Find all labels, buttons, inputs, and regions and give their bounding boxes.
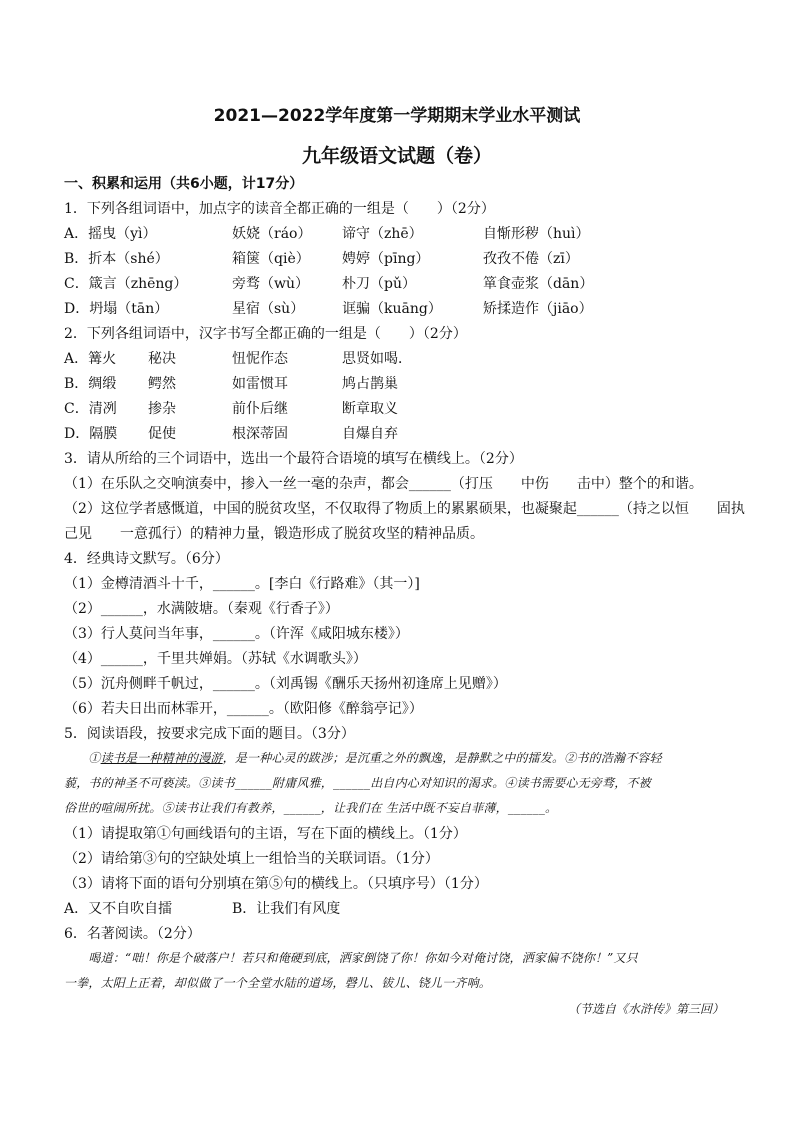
q5-subquestion: （3）请将下面的语句分别填在第⑤句的横线上。（只填序号）（1分） <box>64 876 488 892</box>
q5-subquestion: （1）请提取第①句画线语句的主语，写在下面的横线上。（1分） <box>64 826 467 842</box>
q2-option-c-3: 前仆后继 <box>232 401 288 417</box>
q5-passage-line: 藐，书的神圣不可亵渎。③读书______附庸风雅，______出自内心对知识的渴求。④读书需要心无旁骛，不被 <box>64 776 651 790</box>
q2-option-b-4: 鸠占鹊巢 <box>342 376 398 392</box>
q5-choice-a: A．又不自吹自擂 <box>64 901 173 917</box>
q3-stem: 3．请从所给的三个词语中，选出一个最符合语境的填写在横线上。（2分） <box>64 451 523 467</box>
q2-stem: 2．下列各组词语中，汉字书写全都正确的一组是（ ）（2分） <box>64 326 467 342</box>
q4-item: （2）______，水满陂塘。（秦观《行香子》） <box>64 601 339 617</box>
q4-item: （3）行人莫问当年事，______。（许浑《咸阳城东楼》） <box>64 626 409 642</box>
q5-passage-line: 俗世的喧闹所扰。⑤读书让我们有教养，______，让我们在 生活中既不妄自菲薄，______。 <box>64 801 558 815</box>
q6-passage-line: 喝道：“咄！你是个破落户！若只和俺硬到底，洒家倒饶了你！你如今对俺讨饶，洒家偏不饶你！”又只 <box>64 951 638 965</box>
q1-option-b-4: 孜孜不倦（zī） <box>483 251 579 267</box>
q1-option-a-3: 谛守（zhē） <box>342 226 423 242</box>
q1-option-c-2: 旁骛（wù） <box>232 276 309 292</box>
q3-line-2: （2）这位学者感慨道，中国的脱贫攻坚，不仅取得了物质上的累累硕果，也凝聚起______（持之以恒 固执 <box>64 501 745 517</box>
q1-option-d-2: 星宿（sù） <box>232 301 305 317</box>
q1-option-a-4: 自惭形秽（huì） <box>483 226 590 242</box>
q1-option-d-4: 矫揉造作（jiāo） <box>483 301 593 317</box>
q3-line-1: （1）在乐队之交响演奏中，掺入一丝一毫的杂声，都会______（打压 中伤 击中）整个的和谐。 <box>64 476 703 492</box>
q2-option-d-4: 自爆自弃 <box>342 426 398 442</box>
q5-passage-line <box>64 750 732 766</box>
q2-option-b-3: 如雷惯耳 <box>232 376 288 392</box>
q4-item: （5）沉舟侧畔千帆过，______。（刘禹锡《酬乐天扬州初逢席上见赠》） <box>64 676 507 692</box>
q2-option-d-1: D．隔膜 <box>64 426 118 442</box>
q1-option-d-3: 诓骗（kuāng） <box>342 301 442 317</box>
q4-item: （4）______，千里共婵娟。（苏轼《水调歌头》） <box>64 651 367 667</box>
q1-stem: 1．下列各组词语中，加点字的读音全都正确的一组是（ ）（2分） <box>64 201 495 217</box>
q6-passage-line: 一拳，太阳上正着，却似做了一个全堂水陆的道场，磬儿、钹儿、铙儿一齐响。 <box>64 976 492 990</box>
q1-option-c-3: 朴刀（pǔ） <box>342 276 416 292</box>
q1-option-c-4: 箪食壶浆（dān） <box>483 276 594 292</box>
q2-option-c-2: 掺杂 <box>148 401 176 417</box>
q2-option-b-2: 鳄然 <box>148 376 176 392</box>
q1-option-b-2: 箱箧（qiè） <box>232 251 310 267</box>
q4-stem: 4．经典诗文默写。（6分） <box>64 551 229 567</box>
q1-option-c-1: C．箴言（zhēng） <box>64 276 188 292</box>
q2-option-c-4: 断章取义 <box>342 401 398 417</box>
q1-option-a-1: A．摇曳（yì） <box>64 226 157 242</box>
q5-passage-prefix: ① <box>64 751 101 765</box>
q2-option-a-4: 思贤如喝． <box>342 351 412 367</box>
q1-option-b-1: B．折本（shé） <box>64 251 169 267</box>
exam-title: 2021—2022学年度第一学期期末学业水平测试 <box>213 106 581 126</box>
q5-stem: 5．阅读语段，按要求完成下面的题目。（3分） <box>64 726 355 742</box>
q2-option-a-3: 忸怩作态 <box>232 351 288 367</box>
q1-option-b-3: 娉婷（pīng） <box>342 251 430 267</box>
q6-stem: 6．名著阅读。（2分） <box>64 926 201 942</box>
q5-passage-rest: ，是一种心灵的跋涉；是沉重之外的飘逸，是静默之中的擂发。②书的浩瀚不容轻 <box>222 751 662 765</box>
q2-option-c-1: C．清冽 <box>64 401 117 417</box>
q6-source: （节选自《水浒传》第三回） <box>567 1002 724 1016</box>
exam-subtitle: 九年级语文试题（卷） <box>301 145 492 167</box>
q5-underlined-phrase: 读书是一种精神的漫游 <box>100 751 223 765</box>
q2-option-d-3: 根深蒂固 <box>232 426 288 442</box>
q2-option-b-1: B．绸缎 <box>64 376 117 392</box>
q4-item: （6）若夫日出而林霏开，______。（欧阳修《醉翁亭记》） <box>64 701 423 717</box>
q3-line-3: 己见 一意孤行）的精神力量，锻造形成了脱贫攻坚的精神品质。 <box>64 526 484 542</box>
q5-subquestion: （2）请给第③句的空缺处填上一组恰当的关联词语。（1分） <box>64 851 439 867</box>
q1-option-a-2: 妖娆（ráo） <box>232 226 312 242</box>
q1-option-d-1: D．坍塌（tān） <box>64 301 169 317</box>
section-heading: 一、积累和运用（共6小题，计17分） <box>64 176 304 192</box>
q2-option-a-2: 秘决 <box>148 351 176 367</box>
q2-option-d-2: 促使 <box>148 426 176 442</box>
q4-item: （1）金樽清酒斗十千，______。[李白《行路难》（其一）] <box>64 576 420 592</box>
q2-option-a-1: A．篝火 <box>64 351 117 367</box>
q5-choice-b: B．让我们有风度 <box>232 901 341 917</box>
